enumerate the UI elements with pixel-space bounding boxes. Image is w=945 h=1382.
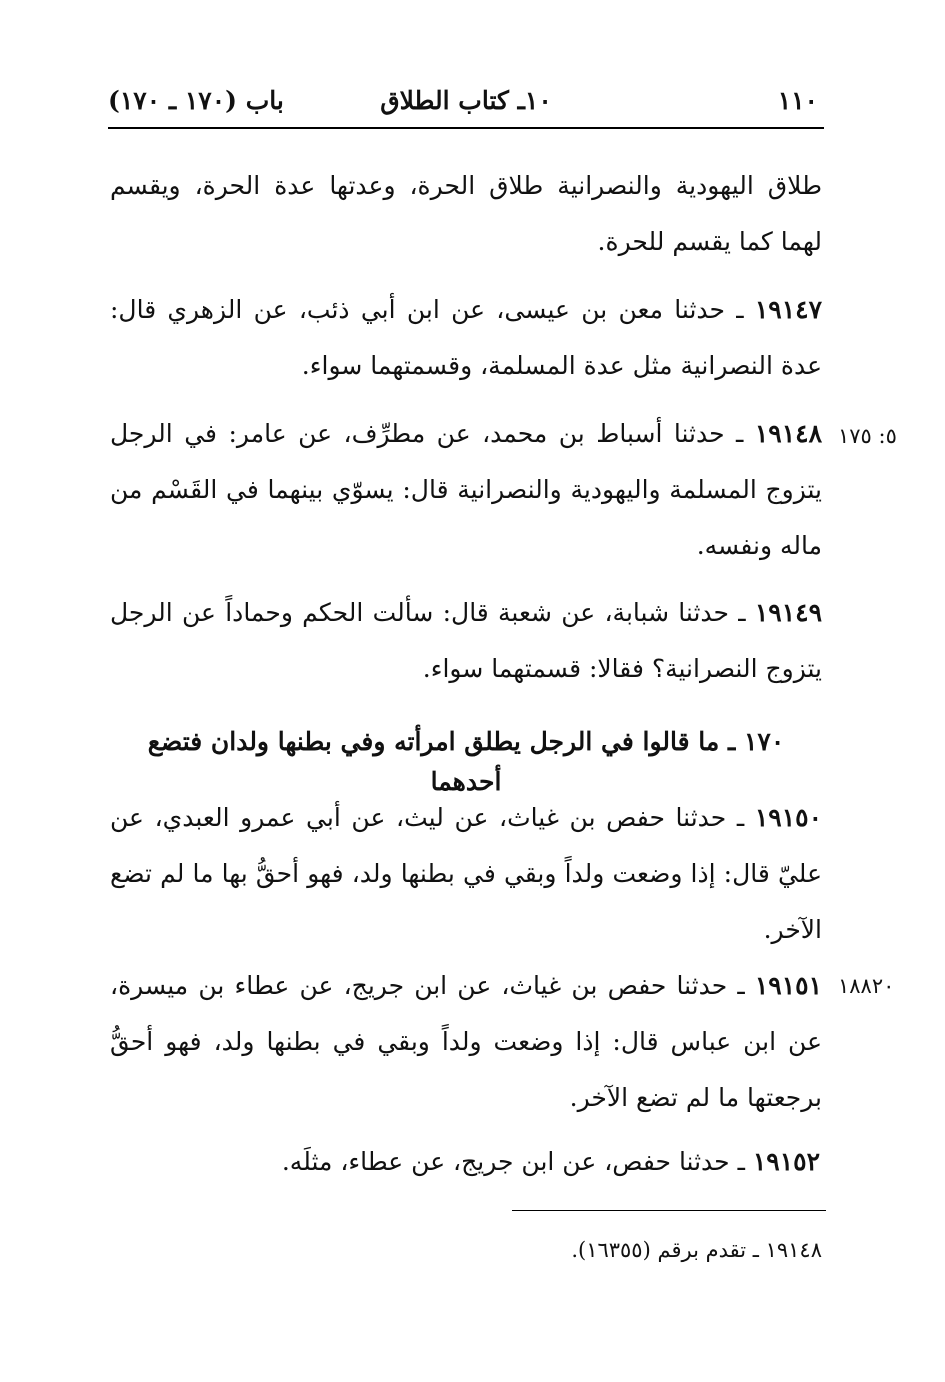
- header-rule: [108, 127, 824, 129]
- hadith-number: ١٩١٥٢: [752, 1147, 820, 1176]
- hadith-text: ـ حدثنا شبابة، عن شعبة قال: سألت الحكم وحماداً عن الرجل يتزوج النصرانية؟ فقالا: قسمتهما سواء.: [110, 598, 822, 683]
- footnote: ١٩١٤٨ ـ تقدم برقم (١٦٣٥٥).: [571, 1238, 822, 1262]
- hadith-text: ـ حدثنا حفص، عن ابن جريج، عن عطاء، مثلَه.: [281, 1147, 753, 1176]
- book-title: ١٠ـ كتاب الطلاق: [380, 86, 552, 115]
- hadith-text: ـ حدثنا أسباط بن محمد، عن مطرِّف، عن عامر: في الرجل يتزوج المسلمة واليهودية والنصرانية قال: يسوّي بينهما في القَسْم من ماله ونفسه.: [110, 419, 822, 560]
- page-header: [108, 86, 824, 120]
- hadith-19150: [110, 790, 822, 958]
- hadith-text: ـ حدثنا حفص بن غياث، عن ابن جريج، عن عطاء بن ميسرة، عن ابن عباس قال: إذا وضعت ولداً وبقي في بطنها ولد، فهو أحقُّ برجعتها ما لم تضع الآخر.: [110, 971, 822, 1112]
- hadith-19152: [160, 1134, 820, 1190]
- hadith-number: ١٩١٤٧: [754, 295, 822, 324]
- hadith-number: ١٩١٥٠: [754, 803, 822, 832]
- hadith-number: ١٩١٤٩: [754, 598, 822, 627]
- page-number: ١١٠: [777, 86, 818, 115]
- footnote-rule: [512, 1210, 826, 1211]
- hadith-19148: [110, 406, 822, 574]
- margin-reference: ١٨٨٢٠: [838, 974, 895, 998]
- margin-reference: ٥: ١٧٥: [838, 424, 897, 448]
- hadith-text: ـ حدثنا حفص بن غياث، عن ليث، عن أبي عمرو العبدي، عن عليّ قال: إذا وضعت ولداً وبقي في بطنها ولد، فهو أحقُّ بها ما لم تضع الآخر.: [110, 803, 822, 944]
- hadith-19151: [110, 958, 822, 1126]
- hadith-19149: [110, 585, 822, 697]
- paragraph-intro: طلاق اليهودية والنصرانية طلاق الحرة، وعدتها عدة الحرة، ويقسم لهما كما يقسم للحرة.: [110, 171, 822, 256]
- hadith-number: ١٩١٤٨: [754, 419, 822, 448]
- section-heading: ١٧٠ ـ ما قالوا في الرجل يطلق امرأته وفي بطنها ولدان فتضع أحدهما: [147, 727, 785, 796]
- hadith-number: ١٩١٥١: [754, 971, 822, 1000]
- hadith-text: ـ حدثنا معن بن عيسى، عن ابن أبي ذئب، عن الزهري قال: عدة النصرانية مثل عدة المسلمة، وقسمتهما سواء.: [110, 295, 822, 380]
- chapter-range: باب (١٧٠ ـ ١٧٠): [108, 86, 284, 115]
- hadith-19147: [110, 282, 822, 394]
